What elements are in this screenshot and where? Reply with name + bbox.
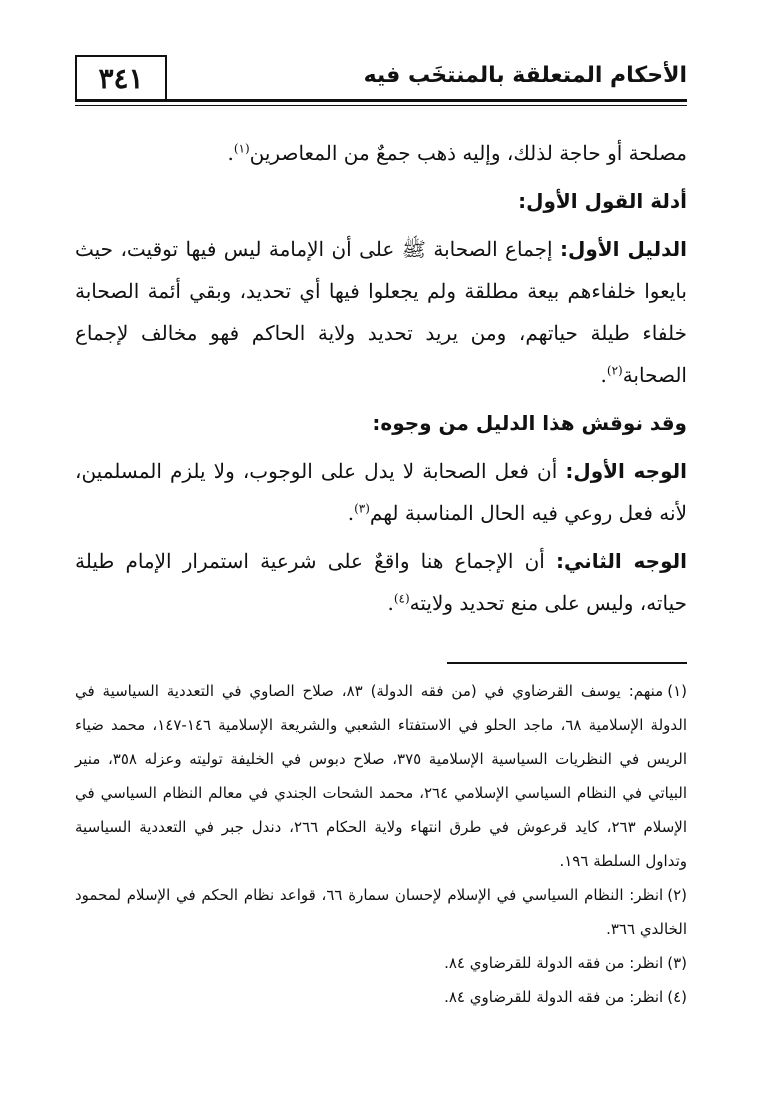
footnote-number: (٣)	[667, 954, 687, 972]
first-aspect-text: أن فعل الصحابة لا يدل على الوجوب، ولا يلزم المسلمين، لأنه فعل روعي فيه الحال المناسبة لهم	[75, 459, 687, 525]
footnote-1	[75, 674, 687, 878]
footnotes	[75, 674, 687, 1014]
paragraph-1	[75, 132, 687, 174]
first-evidence-end: .	[600, 363, 607, 387]
body-text	[75, 132, 687, 630]
footnote-number: (٢)	[667, 886, 687, 904]
footnote-text: منهم: يوسف القرضاوي في (من فقه الدولة) ٨٣، صلاح الصاوي في التعددية السياسية في الدولة الإسلامية ٦٨، ماجد الحلو في الاستفتاء الشعبي والشريعة الإسلامية ١٤٦-١٤٧، محمد ضياء الريس في النظريات السياسية الإسلامية ٣٧٥، صلاح دبوس في الخليفة توليته وعزله ٣٥٨، منير البياتي في النظام السياسي الإسلامي ٢٦٤، محمد الشحات الجندي في معالم النظام السياسي في الإسلام ٢٦٣، كايد قرعوش في طرق انتهاء ولاية الحكام ٢٦٦، دندل جبر في التعددية السياسية وتداول السلطة ١٩٦.	[75, 682, 688, 870]
first-evidence-text: إجماع الصحابة ﷺ على أن الإمامة ليس فيها توقيت، حيث بايعوا خلفاءهم بيعة مطلقة ولم يجعلوا فيها أي تحديد، وبقي أئمة الصحابة خلفاء طيلة حياتهم، ومن يريد تحديد ولاية الحاكم فهو مخالف لإجماع الصحابة	[75, 237, 687, 387]
paragraph-second-aspect	[75, 540, 687, 624]
paragraph-first-aspect	[75, 450, 687, 534]
footnote-number: (١)	[667, 682, 687, 700]
footnote-text: انظر: النظام السياسي في الإسلام لإحسان سمارة ٦٦، قواعد نظام الحكم في الإسلام لمحمود الخالدي ٣٦٦.	[75, 886, 687, 938]
paragraph-1-end: .	[227, 141, 234, 165]
paragraph-1-text: مصلحة أو حاجة لذلك، وإليه ذهب جمعٌ من المعاصرين	[249, 141, 687, 165]
footnote-ref-3: (٣)	[354, 501, 370, 516]
header-rule-thin	[75, 105, 687, 106]
second-aspect-text: أن الإجماع هنا واقعٌ على شرعية استمرار الإمام طيلة حياته، وليس على منع تحديد ولايته	[75, 549, 687, 615]
header-rule-thick	[75, 99, 687, 102]
footnote-4	[75, 980, 687, 1014]
page-number: ٣٤١	[75, 55, 167, 99]
footnote-text: انظر: من فقه الدولة للقرضاوي ٨٤.	[444, 954, 664, 972]
section-heading-discussion: وقد نوقش هذا الدليل من وجوه:	[372, 411, 687, 435]
footnote-ref-1: (١)	[233, 141, 250, 156]
footnote-ref-2: (٢)	[606, 363, 623, 378]
second-aspect-end: .	[387, 591, 394, 615]
second-aspect-lead: الوجه الثاني:	[556, 549, 687, 573]
paragraph-first-evidence	[75, 228, 687, 396]
footnote-ref-4: (٤)	[393, 591, 410, 606]
first-evidence-lead: الدليل الأول:	[560, 237, 687, 261]
footnote-separator	[447, 662, 687, 664]
first-aspect-end: .	[347, 501, 355, 525]
section-heading-first-opinion: أدلة القول الأول:	[518, 189, 687, 213]
first-aspect-lead: الوجه الأول:	[565, 459, 687, 483]
footnote-3	[75, 946, 687, 980]
footnote-number: (٤)	[667, 988, 687, 1006]
page-header	[75, 55, 687, 107]
footnote-2	[75, 878, 687, 946]
footnote-text: انظر: من فقه الدولة للقرضاوي ٨٤.	[444, 988, 664, 1006]
running-title: الأحكام المتعلقة بالمنتخَب فيه	[363, 63, 687, 88]
